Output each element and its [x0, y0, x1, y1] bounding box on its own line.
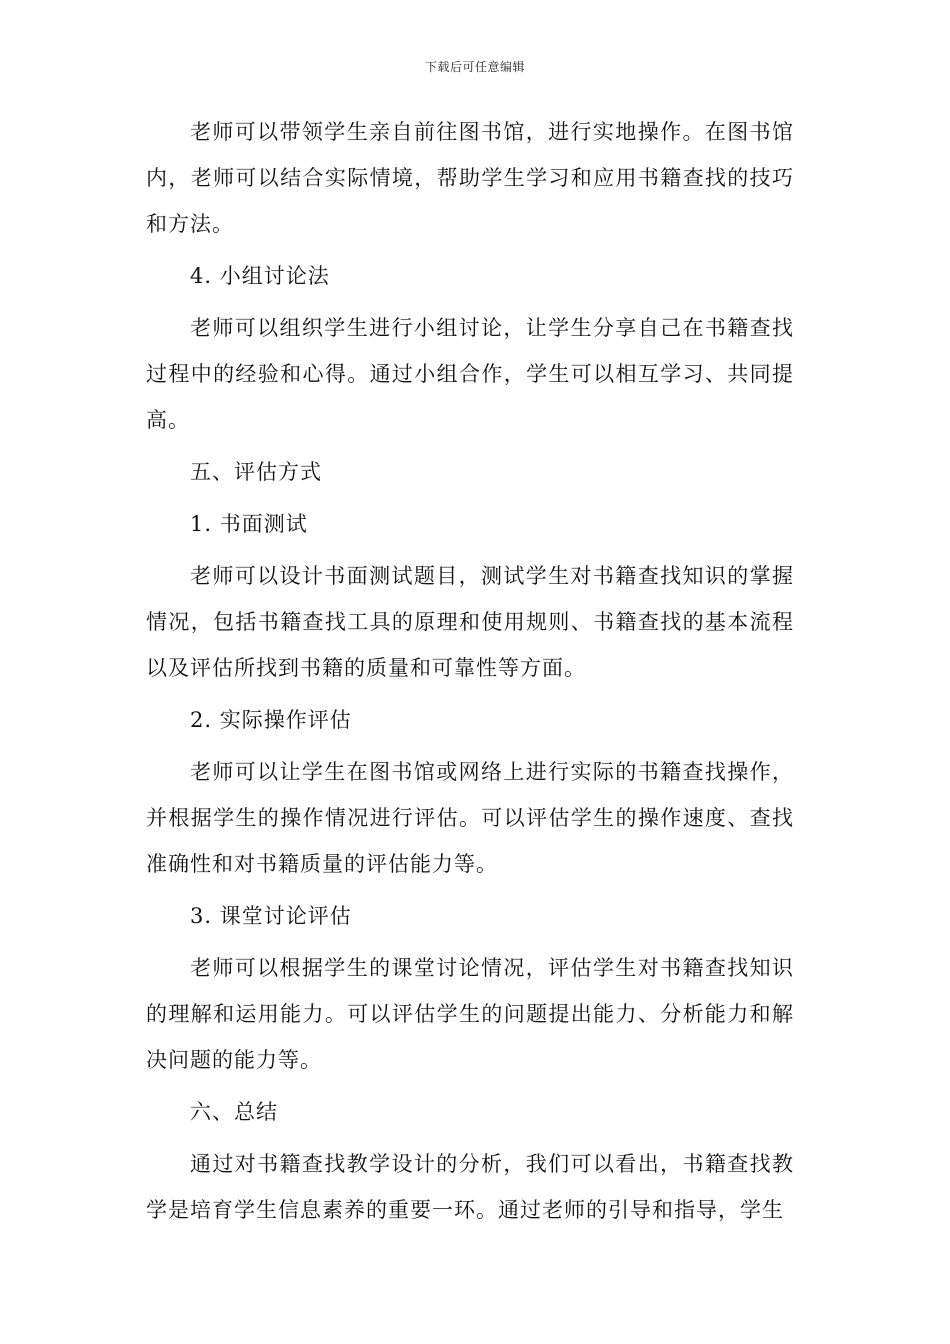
- document-body: [146, 109, 794, 1239]
- heading-practical-assessment: 2. 实际操作评估: [190, 708, 352, 732]
- paragraph-group-discussion: 老师可以组织学生进行小组讨论，让学生分享自己在书籍查找过程中的经验和心得。通过小组合作，学生可以相互学习、共同提高。: [146, 316, 794, 432]
- page-header-note: 下载后可任意编辑: [424, 60, 525, 74]
- paragraph-class-discussion-assessment: 老师可以根据学生的课堂讨论情况，评估学生对书籍查找知识的理解和运用能力。可以评估学生的问题提出能力、分析能力和解决问题的能力等。: [146, 956, 794, 1072]
- paragraph-library-practice: 老师可以带领学生亲自前往图书馆，进行实地操作。在图书馆内，老师可以结合实际情境，帮助学生学习和应用书籍查找的技巧和方法。: [146, 120, 794, 236]
- paragraph-written-test: 老师可以设计书面测试题目，测试学生对书籍查找知识的掌握情况，包括书籍查找工具的原理和使用规则、书籍查找的基本流程以及评估所找到书籍的质量和可靠性等方面。: [146, 564, 794, 680]
- paragraph-practical-assessment: 老师可以让学生在图书馆或网络上进行实际的书籍查找操作，并根据学生的操作情况进行评估。可以评估学生的操作速度、查找准确性和对书籍质量的评估能力等。: [146, 760, 794, 876]
- paragraph-summary: 通过对书籍查找教学设计的分析，我们可以看出，书籍查找教学是培育学生信息素养的重要一环。通过老师的引导和指导，学生: [146, 1152, 794, 1222]
- section-heading-summary: 六、总结: [190, 1100, 278, 1124]
- heading-group-discussion: 4. 小组讨论法: [190, 264, 330, 288]
- heading-written-test: 1. 书面测试: [190, 512, 308, 536]
- section-heading-assessment: 五、评估方式: [190, 460, 322, 484]
- heading-class-discussion-assessment: 3. 课堂讨论评估: [190, 904, 352, 928]
